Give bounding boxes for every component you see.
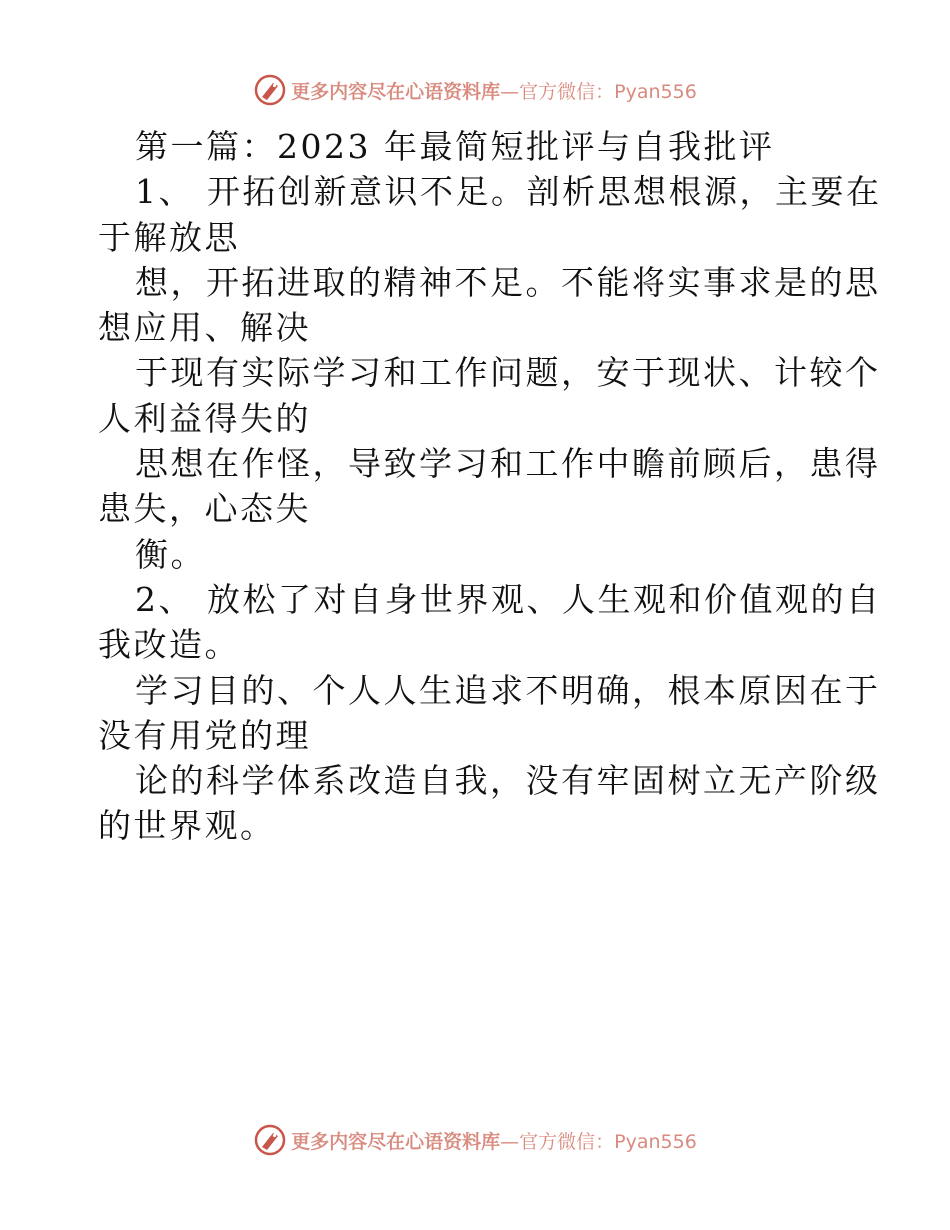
paragraph-line: 于现有实际学习和工作问题，安于现状、计较个 [135,353,881,393]
paragraph-line: 我改造。 [98,625,240,665]
footer-watermark [0,1120,950,1160]
document-title: 第一篇：2023 年最简短批评与自我批评 [135,127,775,166]
paragraph-line: 1、 开拓创新意识不足。剖析思想根源，主要在 [135,172,882,212]
pen-nib-logo-icon [253,1123,287,1157]
paragraph-line: 的世界观。 [98,806,276,846]
paragraph-line: 衡。 [135,534,206,574]
paragraph-line: 2、 放松了对自身世界观、人生观和价值观的自 [135,579,882,619]
paragraph-line: 想，开拓进取的精神不足。不能将实事求是的思 [135,262,881,302]
pen-nib-logo-icon [253,73,287,107]
paragraph-line: 论的科学体系改造自我，没有牢固树立无产阶级 [135,761,881,801]
watermark-text: 更多内容尽在心语资料库—官方微信：Pyan556 [291,80,697,103]
paragraph-line: 没有用党的理 [98,715,311,755]
paragraph-line: 想应用、解决 [98,308,311,348]
paragraph-line: 患失，心态失 [98,489,311,529]
watermark-text: 更多内容尽在心语资料库—官方微信：Pyan556 [291,1130,697,1153]
document-body [98,124,882,849]
paragraph-line: 思想在作怪，导致学习和工作中瞻前顾后，患得 [135,444,881,484]
paragraph-line: 学习目的、个人人生追求不明确，根本原因在于 [135,670,881,710]
header-watermark [0,70,950,110]
paragraph-line: 于解放思 [98,217,240,257]
paragraph-line: 人利益得失的 [98,398,311,438]
